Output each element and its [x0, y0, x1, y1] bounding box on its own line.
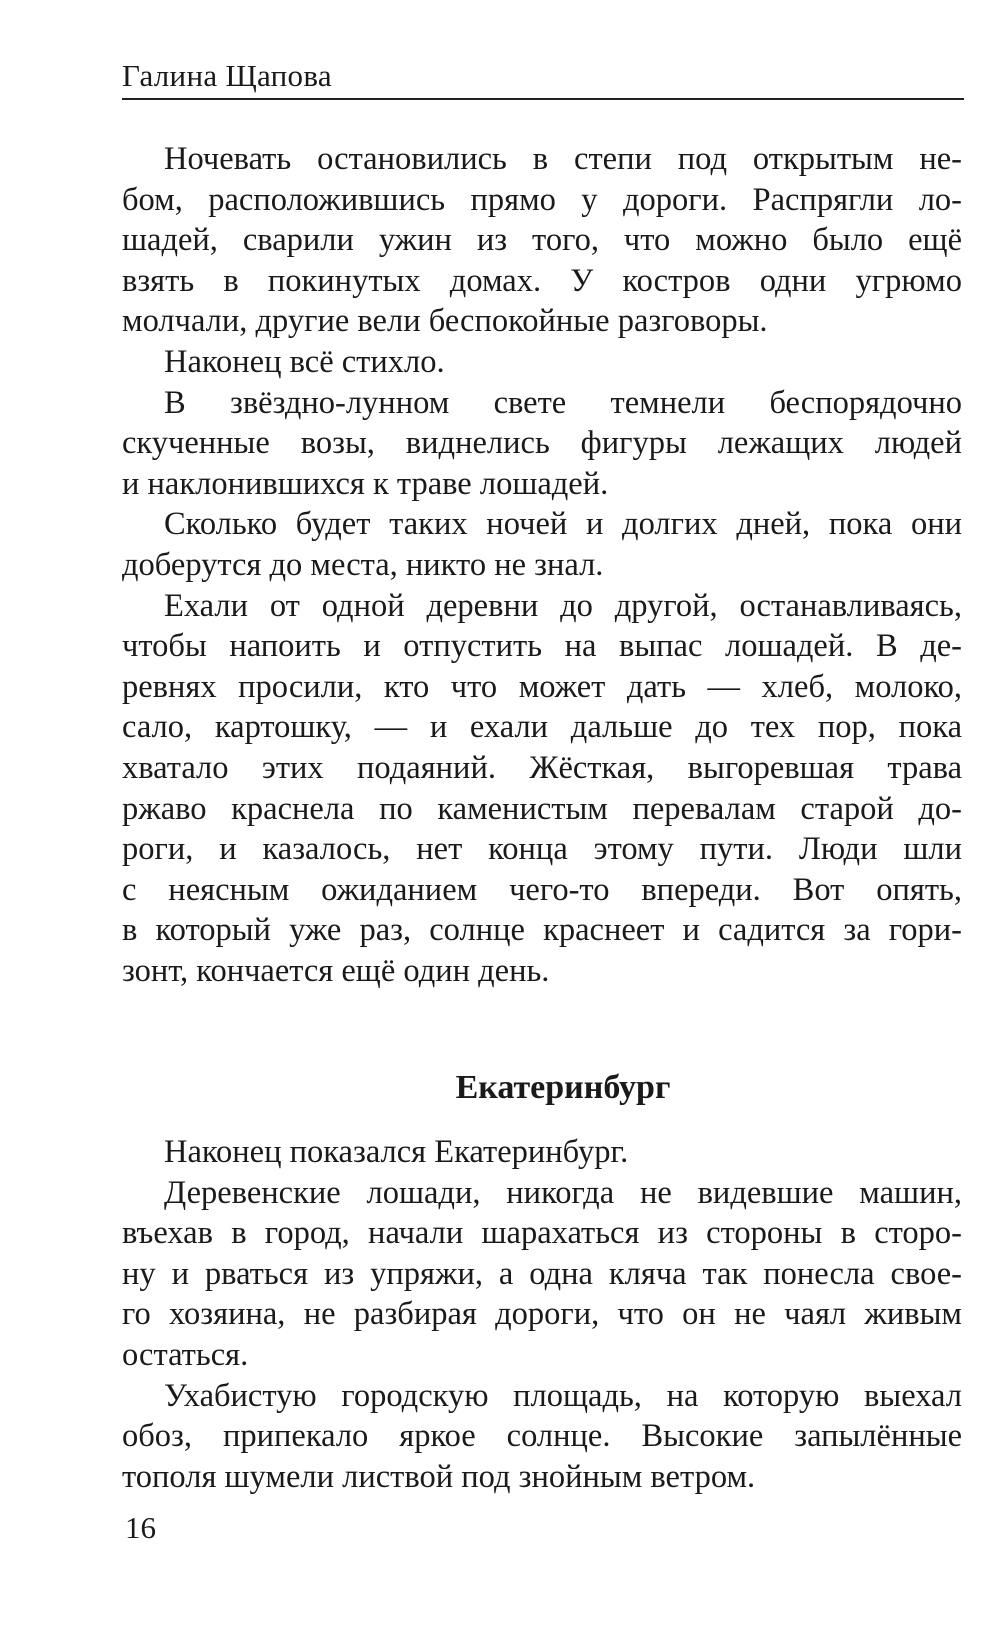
- text-line: роги, и казалось, нет конца этому пути. Люди шли: [122, 831, 962, 868]
- text-line: хватало этих подаяний. Жёсткая, выгоревшая трава: [122, 749, 962, 786]
- text-block-1: [122, 139, 962, 991]
- text-line: Сколько будет таких ночей и долгих дней, пока они: [164, 506, 962, 543]
- text-line: въехав в город, начали шарахаться из стороны в сторо-: [122, 1215, 962, 1252]
- text-line: сало, картошку, — и ехали дальше до тех пор, пока: [122, 709, 962, 746]
- text-line: Ехали от одной деревни до другой, останавливаясь,: [164, 587, 962, 624]
- text-line: Ухабистую городскую площадь, на которую выехал: [164, 1377, 962, 1414]
- author-name: Галина Щапова: [122, 58, 332, 93]
- page-number: 16: [125, 1510, 156, 1545]
- text-line: бом, расположившись прямо у дороги. Распрягли ло-: [122, 181, 962, 218]
- text-line: взять в покинутых домах. У костров одни угрюмо: [122, 262, 962, 299]
- text-line: В звёздно-лунном свете темнели беспорядочно: [164, 384, 962, 421]
- text-line: и наклонившихся к траве лошадей.: [122, 465, 609, 502]
- text-line: Ночевать остановились в степи под открытым не-: [164, 141, 962, 177]
- text-line: ревнях просили, кто что может дать — хлеб, молоко,: [122, 668, 962, 705]
- text-line: го хозяина, не разбирая дороги, что он не чаял живым: [122, 1296, 962, 1333]
- text-line: скученные возы, виднелись фигуры лежащих людей: [122, 425, 962, 462]
- text-line: с неясным ожиданием чего-то впереди. Вот опять,: [122, 871, 962, 908]
- text-line: доберутся до места, никто не знал.: [122, 546, 604, 583]
- text-line: ржаво краснела по каменистым перевалам старой до-: [122, 790, 962, 827]
- text-line: Наконец показался Екатеринбург.: [164, 1134, 629, 1170]
- text-line: обоз, припекало яркое солнце. Высокие запылённые: [122, 1418, 962, 1455]
- section-heading: Екатеринбург: [455, 1069, 671, 1106]
- text-line: чтобы напоить и отпустить на выпас лошадей. В де-: [122, 628, 962, 665]
- text-line: зонт, кончается ещё один день.: [122, 952, 550, 989]
- text-line: Наконец всё стихло.: [164, 343, 445, 380]
- running-head: [122, 52, 964, 100]
- text-block-2: [122, 1132, 962, 1497]
- text-line: тополя шумели листвой под знойным ветром.: [122, 1458, 756, 1495]
- text-line: в который уже раз, солнце краснеет и садится за гори-: [122, 912, 962, 949]
- text-line: молчали, другие вели беспокойные разговоры.: [122, 303, 768, 340]
- text-line: остаться.: [122, 1336, 249, 1373]
- text-line: шадей, сварили ужин из того, что можно было ещё: [122, 222, 962, 259]
- text-line: Деревенские лошади, никогда не видевшие машин,: [164, 1174, 962, 1211]
- text-line: ну и рваться из упряжи, а одна кляча так понесла свое-: [122, 1255, 962, 1292]
